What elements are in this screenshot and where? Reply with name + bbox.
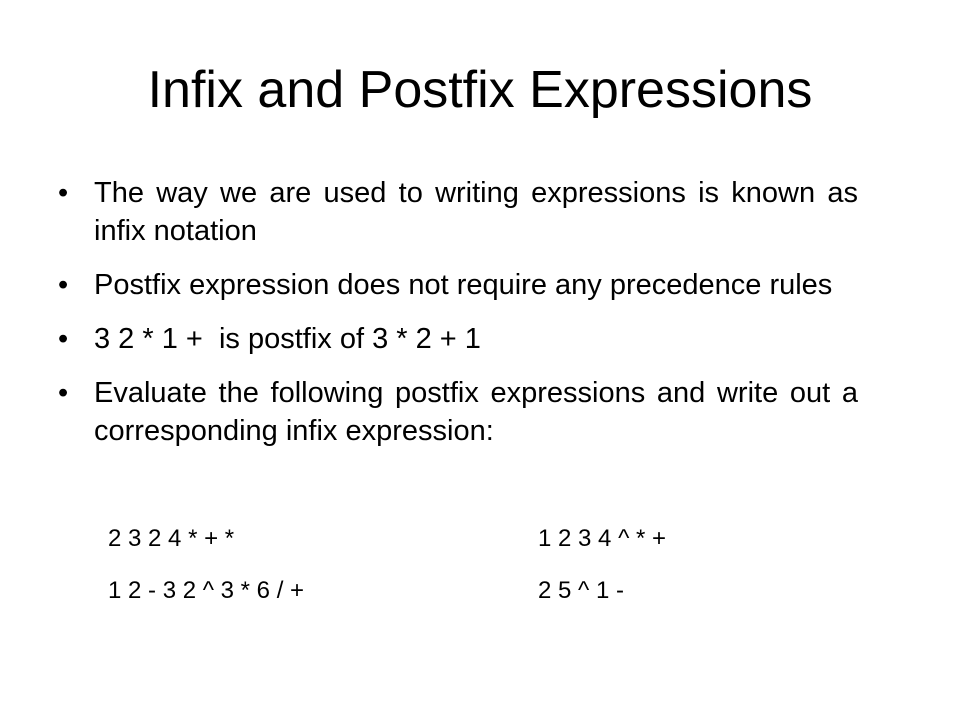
expression-grid <box>108 524 828 628</box>
postfix-expression: 2 3 2 4 * + * <box>108 525 235 552</box>
bullet-dot-icon: • <box>58 269 69 301</box>
bullet-text: Evaluate the following postfix expressions and write out a corresponding infix expression: <box>94 377 858 447</box>
bullet-dot-icon: • <box>58 177 69 209</box>
bullet-item-postfix-precedence <box>58 266 858 304</box>
postfix-expression: 1 2 3 4 ^ * + <box>538 525 667 552</box>
bullet-text: 3 2 * 1 + is postfix of 3 * 2 + 1 <box>94 323 481 355</box>
bullet-dot-icon: • <box>58 377 69 409</box>
expression-row <box>108 576 828 606</box>
expression-row <box>108 524 828 554</box>
slide-title: Infix and Postfix Expressions <box>147 61 813 119</box>
bullet-item-postfix-example <box>58 320 858 358</box>
bullet-text: Postfix expression does not require any precedence rules <box>94 269 833 301</box>
postfix-expression: 1 2 - 3 2 ^ 3 * 6 / + <box>108 577 305 604</box>
bullet-item-infix-notation <box>58 174 858 250</box>
bullet-item-exercise <box>58 374 858 450</box>
bullet-dot-icon: • <box>58 323 69 355</box>
postfix-expression: 2 5 ^ 1 - <box>538 577 624 604</box>
bullet-list <box>58 174 858 466</box>
bullet-text: The way we are used to writing expressions is known as infix notation <box>94 177 858 247</box>
